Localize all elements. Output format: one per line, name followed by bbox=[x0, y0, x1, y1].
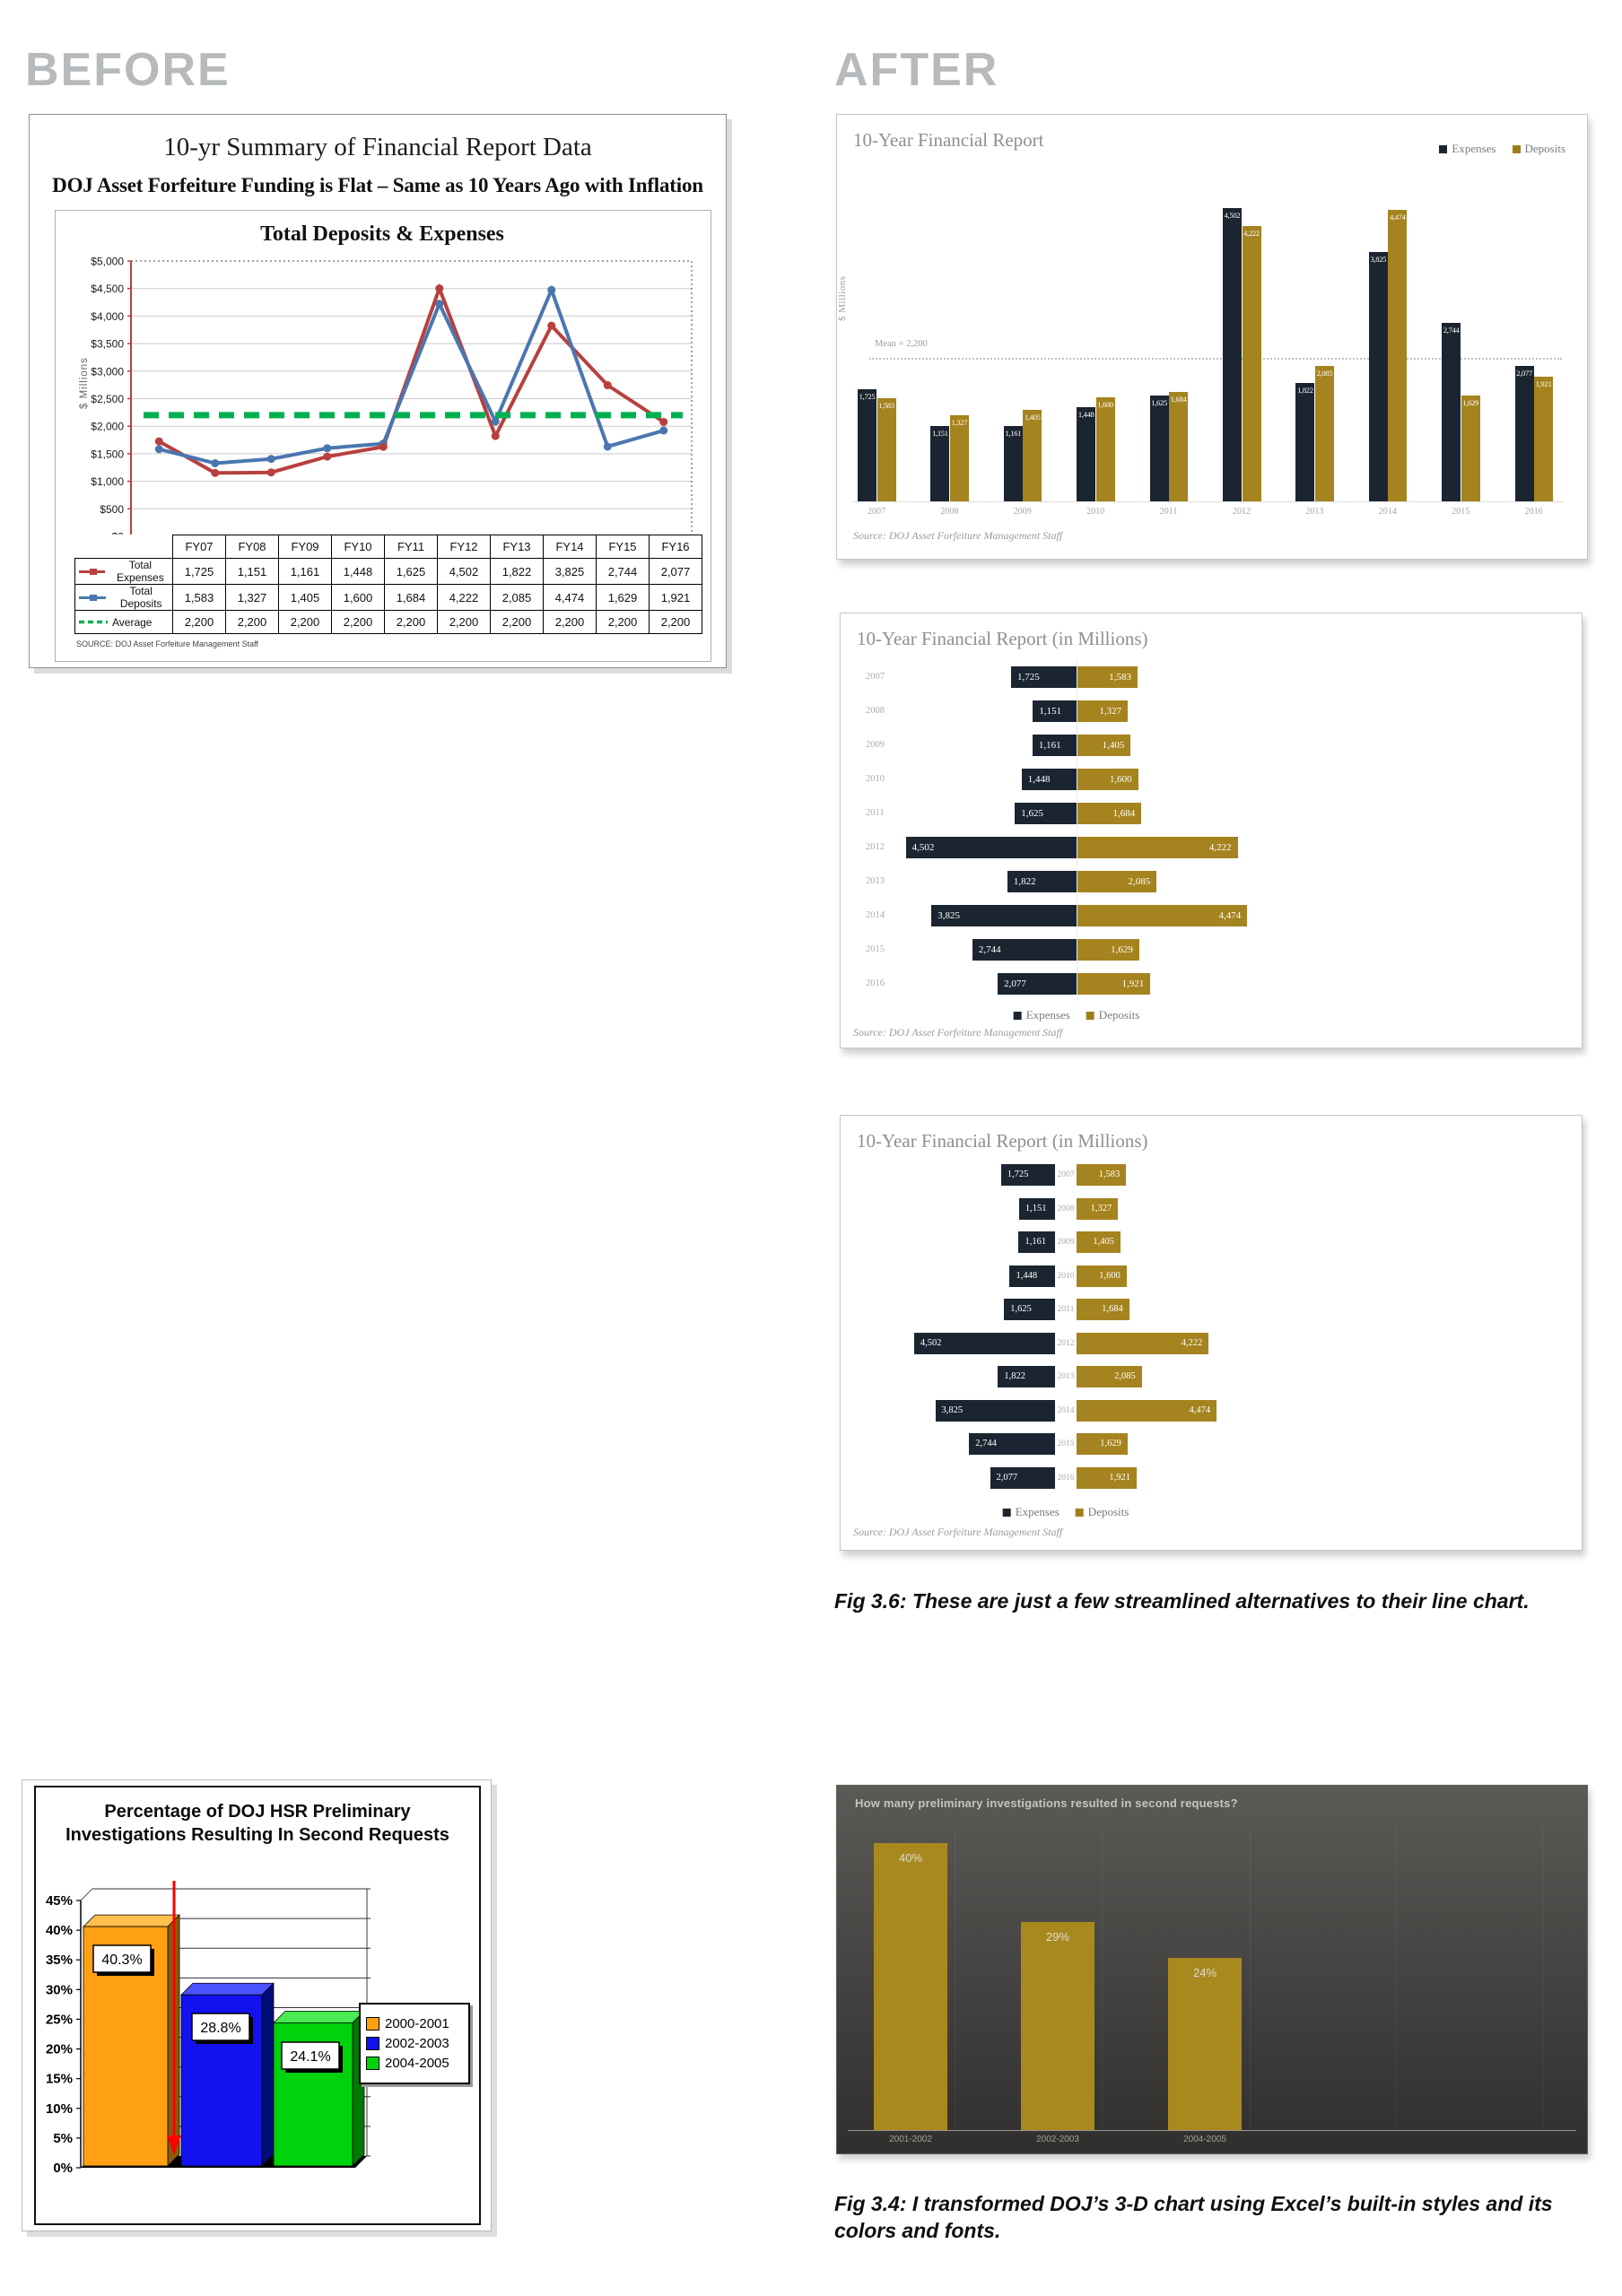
deposits-bar: 1,583 bbox=[1077, 1164, 1126, 1186]
year-label: 2009 bbox=[1057, 1238, 1075, 1247]
table-value-cell: 2,077 bbox=[650, 559, 702, 585]
blue-swatch-icon bbox=[366, 2037, 379, 2050]
bar-value-label: 1,629 bbox=[1462, 397, 1478, 407]
year-label: 2011 bbox=[866, 808, 885, 818]
source-note: Source: DOJ Asset Forfeiture Management Staff bbox=[853, 1026, 1063, 1039]
expenses-bar bbox=[1077, 407, 1095, 501]
y-tick-label: $500 bbox=[100, 502, 124, 516]
deposits-bar: 1,600 bbox=[1077, 1265, 1127, 1287]
bar-value-label: 1,161 bbox=[1005, 428, 1022, 438]
after-diverging-panel-2 bbox=[840, 1115, 1583, 1551]
year-label: 2012 bbox=[1057, 1338, 1075, 1348]
deposits-bar: 2,085 bbox=[1077, 871, 1156, 892]
table-header-cell: FY07 bbox=[173, 535, 226, 559]
mean-annotation: Mean = 2,200 bbox=[875, 339, 928, 349]
deposits-bar: 1,921 bbox=[1077, 973, 1150, 995]
bar-value-label: 24% bbox=[1192, 1966, 1217, 1979]
legend-label: Expenses bbox=[1025, 1008, 1070, 1022]
source-note: SOURCE: DOJ Asset Forfeiture Management Staff bbox=[76, 639, 258, 648]
legend-label: 2004-2005 bbox=[385, 2056, 449, 2071]
chart-title-line1: Percentage of DOJ HSR Preliminary bbox=[104, 1802, 411, 1822]
bar bbox=[874, 1843, 947, 2130]
table-header-cell: FY12 bbox=[438, 535, 491, 559]
chart-title-line2: Investigations Resulting In Second Requests bbox=[65, 1825, 449, 1845]
deposits-bar: 1,405 bbox=[1077, 1231, 1121, 1253]
table-value-cell: 2,200 bbox=[226, 611, 279, 634]
bars-area bbox=[837, 1786, 1587, 2153]
expenses-bar: 2,077 bbox=[998, 973, 1077, 995]
x-tick-label: 2004-2005 bbox=[1183, 2135, 1226, 2144]
x-tick-label: 2014 bbox=[1378, 507, 1397, 517]
before-line-chart-panel bbox=[29, 114, 727, 668]
before-3d-chart-panel bbox=[22, 1779, 492, 2231]
expenses-swatch-icon bbox=[1003, 1509, 1011, 1517]
legend-label: 2002-2003 bbox=[385, 2036, 449, 2051]
y-tick-label: 35% bbox=[45, 1952, 73, 1969]
deposits-bar: 1,629 bbox=[1077, 939, 1139, 961]
legend bbox=[359, 2003, 470, 2084]
deposits-bar bbox=[1096, 397, 1115, 501]
bar-value-label: 4,474 bbox=[1389, 213, 1406, 222]
y-tick-label: $3,500 bbox=[91, 337, 124, 351]
year-label: 2011 bbox=[1057, 1305, 1075, 1314]
table-row bbox=[75, 559, 702, 585]
line-chart-data-table bbox=[74, 535, 702, 634]
expenses-bar: 1,151 bbox=[1019, 1198, 1055, 1220]
expenses-bar: 3,825 bbox=[931, 905, 1077, 926]
y-tick-label: 0% bbox=[53, 2161, 73, 2176]
table-value-cell: 1,161 bbox=[279, 559, 332, 585]
y-tick-label: 5% bbox=[53, 2130, 73, 2146]
deposits-bar bbox=[1315, 366, 1334, 501]
year-label: 2012 bbox=[866, 842, 885, 852]
deposits-bar: 1,327 bbox=[1077, 1198, 1118, 1220]
bar bbox=[1021, 1922, 1094, 2130]
year-label: 2009 bbox=[866, 740, 885, 750]
bar-value-label: 40.3% bbox=[101, 1952, 143, 1968]
year-label: 2008 bbox=[1057, 1204, 1075, 1213]
legend-item bbox=[366, 2036, 463, 2051]
y-tick-label: 30% bbox=[45, 1982, 73, 1998]
bar-value-label: 1,822 bbox=[1297, 385, 1313, 395]
y-tick-label: $3,000 bbox=[91, 365, 124, 378]
table-value-cell: 2,200 bbox=[438, 611, 491, 634]
y-tick-label: 40% bbox=[45, 1923, 73, 1939]
expenses-bar bbox=[1223, 208, 1242, 501]
year-label: 2010 bbox=[866, 774, 885, 784]
bar-value-label: 40% bbox=[898, 1851, 923, 1865]
deposits-bar bbox=[1461, 396, 1480, 501]
line-chart-title: Total Deposits & Expenses bbox=[260, 222, 504, 246]
expenses-bar: 1,822 bbox=[998, 1366, 1055, 1387]
legend-key: Total Expenses bbox=[75, 559, 172, 584]
y-tick-label: 15% bbox=[45, 2071, 73, 2087]
expenses-bar: 1,625 bbox=[1004, 1299, 1055, 1320]
green-swatch-icon bbox=[366, 2057, 379, 2070]
figure-3-6-caption: Fig 3.6: These are just a few streamlined alternatives to their line chart. bbox=[834, 1589, 1530, 1613]
deposits-bar: 1,600 bbox=[1077, 769, 1138, 790]
after-diverging-panel-1 bbox=[840, 613, 1583, 1048]
x-tick-label: 2010 bbox=[1086, 507, 1105, 517]
legend-key: Total Deposits bbox=[75, 585, 172, 610]
bar-value-label: 1,151 bbox=[932, 429, 948, 439]
deposits-bar: 1,684 bbox=[1077, 803, 1141, 824]
expenses-bar: 2,744 bbox=[972, 939, 1077, 961]
bar-value-label: 2,744 bbox=[1443, 325, 1460, 335]
doc-title: 10-yr Summary of Financial Report Data bbox=[163, 133, 592, 161]
data-marker bbox=[155, 445, 163, 453]
legend-label: Deposits bbox=[1524, 142, 1565, 155]
before-heading: BEFORE bbox=[25, 44, 231, 96]
expenses-bar bbox=[1442, 323, 1461, 501]
table-value-cell: 2,085 bbox=[491, 585, 544, 611]
grid-vline bbox=[1396, 1827, 1397, 2130]
expenses-bar: 1,161 bbox=[1018, 1231, 1055, 1253]
data-marker bbox=[659, 427, 667, 435]
bar-value-label: 1,405 bbox=[1024, 412, 1041, 422]
table-value-cell: 2,200 bbox=[385, 611, 438, 634]
expenses-bar: 3,825 bbox=[936, 1400, 1055, 1422]
table-value-cell: 2,744 bbox=[597, 559, 650, 585]
deposits-bar bbox=[1169, 392, 1188, 501]
bar-value-label: 1,725 bbox=[859, 391, 876, 401]
chart-title: 10-Year Financial Report bbox=[853, 129, 1044, 151]
deposits-bar: 4,474 bbox=[1077, 905, 1247, 926]
expenses-bar: 1,161 bbox=[1033, 735, 1077, 756]
bar-top bbox=[274, 2011, 364, 2022]
year-label: 2007 bbox=[1057, 1170, 1075, 1179]
legend-label: Expenses bbox=[1015, 1505, 1060, 1518]
3d-bar-plot bbox=[39, 1874, 407, 2196]
table-header-cell: FY16 bbox=[650, 535, 702, 559]
year-label: 2007 bbox=[866, 672, 885, 682]
data-marker bbox=[604, 442, 612, 450]
y-axis-label: $ Millions bbox=[837, 275, 848, 321]
x-tick-label: 2008 bbox=[940, 507, 959, 517]
deposits-bar: 1,405 bbox=[1077, 735, 1130, 756]
x-tick-label: 2011 bbox=[1159, 507, 1178, 517]
bar bbox=[1168, 1958, 1242, 2130]
year-label: 2015 bbox=[1057, 1439, 1075, 1448]
y-tick-label: 20% bbox=[45, 2041, 73, 2057]
chart-border-frame bbox=[34, 1786, 481, 2225]
after-heading: AFTER bbox=[834, 44, 999, 96]
expenses-bar bbox=[1295, 383, 1314, 501]
table-value-cell: 4,222 bbox=[438, 585, 491, 611]
expenses-bar bbox=[1369, 252, 1388, 501]
x-tick-label: 2001-2002 bbox=[889, 2135, 932, 2144]
data-marker bbox=[211, 469, 219, 477]
table-value-cell: 1,327 bbox=[226, 585, 279, 611]
legend-label: Deposits bbox=[1098, 1008, 1140, 1022]
table-value-cell: 1,625 bbox=[385, 559, 438, 585]
data-marker bbox=[604, 381, 612, 389]
year-label: 2013 bbox=[1057, 1372, 1075, 1381]
data-marker bbox=[379, 443, 388, 451]
bar-value-label: 2,077 bbox=[1516, 369, 1532, 378]
legend-item-deposits bbox=[1076, 1505, 1129, 1519]
legend-label: Deposits bbox=[1087, 1505, 1129, 1518]
bar-value-label: 1,625 bbox=[1151, 398, 1167, 408]
figure-3-4-caption: Fig 3.4: I transformed DOJ’s 3-D chart using Excel’s built-in styles and its colors and fonts. bbox=[834, 2192, 1553, 2242]
bar-value-label: 29% bbox=[1045, 1930, 1070, 1944]
deposits-bar: 2,085 bbox=[1077, 1366, 1142, 1387]
year-label: 2008 bbox=[866, 706, 885, 716]
bar-value-label: 24.1% bbox=[290, 2049, 331, 2065]
table-header-cell: FY09 bbox=[279, 535, 332, 559]
table-header-cell: FY11 bbox=[385, 535, 438, 559]
y-tick-label: $2,500 bbox=[91, 393, 124, 405]
data-marker bbox=[435, 300, 443, 308]
legend-item-expenses bbox=[1003, 1505, 1060, 1519]
table-value-cell: 1,629 bbox=[597, 585, 650, 611]
after-dark-bar-panel bbox=[836, 1785, 1588, 2154]
y-tick-label: $5,000 bbox=[91, 257, 124, 268]
y-tick-label: $1,500 bbox=[91, 448, 124, 461]
data-marker bbox=[492, 417, 500, 425]
deposits-bar bbox=[1388, 210, 1407, 501]
y-axis-label: $ Millions bbox=[79, 357, 90, 409]
table-value-cell: 2,200 bbox=[173, 611, 226, 634]
bar-top bbox=[181, 1983, 274, 1995]
data-marker bbox=[323, 444, 331, 452]
bar-value-label: 1,448 bbox=[1077, 409, 1094, 419]
x-tick-label: 2016 bbox=[1524, 507, 1543, 517]
x-axis-line bbox=[848, 2130, 1576, 2131]
bars-area bbox=[841, 1116, 1582, 1550]
table-value-cell: 1,684 bbox=[385, 585, 438, 611]
bar-value-label: 3,825 bbox=[1370, 255, 1387, 265]
table-value-cell: 1,725 bbox=[173, 559, 226, 585]
source-note: Source: DOJ Asset Forfeiture Management Staff bbox=[853, 529, 1063, 542]
expenses-bar: 4,502 bbox=[914, 1333, 1055, 1354]
chart-title: 10-Year Financial Report (in Millions) bbox=[857, 1130, 1148, 1152]
deposits-bar bbox=[950, 415, 969, 501]
expenses-bar: 1,448 bbox=[1009, 1265, 1055, 1287]
deposits-bar: 1,684 bbox=[1077, 1299, 1129, 1320]
y-tick-label: 25% bbox=[45, 2012, 73, 2028]
table-value-cell: 2,200 bbox=[597, 611, 650, 634]
grid-vline bbox=[1542, 1827, 1543, 2130]
expenses-swatch-icon bbox=[1014, 1012, 1022, 1020]
deposits-bar: 4,474 bbox=[1077, 1400, 1216, 1422]
bar-value-label: 1,600 bbox=[1097, 399, 1113, 409]
expenses-bar: 1,625 bbox=[1015, 803, 1077, 824]
table-header-cell: FY15 bbox=[597, 535, 650, 559]
deposits-bar: 1,629 bbox=[1077, 1433, 1128, 1455]
legend-label: Expenses bbox=[1452, 142, 1496, 155]
table-value-cell: 3,825 bbox=[544, 559, 597, 585]
data-marker bbox=[547, 286, 555, 294]
x-tick-label: 2015 bbox=[1452, 507, 1470, 517]
deposits-swatch-icon bbox=[1086, 1012, 1094, 1020]
deposits-bar bbox=[1023, 410, 1042, 501]
table-header-cell: FY10 bbox=[332, 535, 385, 559]
expenses-bar bbox=[1004, 426, 1023, 501]
after-grouped-bar-panel bbox=[836, 114, 1588, 560]
legend-item bbox=[366, 2016, 463, 2031]
year-label: 2016 bbox=[1057, 1473, 1075, 1483]
bar-top bbox=[83, 1915, 179, 1926]
deposits-bar: 4,222 bbox=[1077, 1333, 1208, 1354]
grid-vline bbox=[1102, 1827, 1103, 2130]
data-marker bbox=[155, 438, 163, 446]
legend-item-expenses bbox=[1014, 1008, 1070, 1022]
y-tick-label: $2,000 bbox=[91, 420, 124, 433]
bars-area bbox=[837, 115, 1587, 559]
table-row bbox=[75, 611, 702, 634]
table-value-cell: 2,200 bbox=[544, 611, 597, 634]
legend-item-deposits bbox=[1086, 1008, 1140, 1022]
bar-value-label: 1,327 bbox=[951, 417, 968, 427]
year-label: 2014 bbox=[1057, 1405, 1075, 1415]
x-tick-label: 2009 bbox=[1013, 507, 1032, 517]
y-tick-label: 10% bbox=[45, 2100, 73, 2117]
legend-item bbox=[366, 2056, 463, 2071]
data-marker bbox=[492, 432, 500, 440]
table-value-cell: 1,405 bbox=[279, 585, 332, 611]
x-tick-label: 2012 bbox=[1233, 507, 1251, 517]
y-tick-label: $1,000 bbox=[91, 475, 124, 489]
data-marker bbox=[323, 453, 331, 461]
data-marker bbox=[659, 418, 667, 426]
chart-title: 10-Year Financial Report (in Millions) bbox=[857, 628, 1148, 649]
bar-value-label: 4,222 bbox=[1243, 229, 1260, 239]
expenses-bar: 2,744 bbox=[969, 1433, 1055, 1455]
doc-headline: DOJ Asset Forfeiture Funding is Flat – Same as 10 Years Ago with Inflation bbox=[52, 174, 703, 196]
deposits-bar: 1,921 bbox=[1077, 1467, 1137, 1489]
bar-value-label: 1,921 bbox=[1535, 378, 1552, 388]
year-label: 2014 bbox=[866, 910, 885, 920]
legend-key: Average bbox=[112, 615, 153, 629]
y-tick-label: 45% bbox=[45, 1893, 73, 1909]
year-label: 2013 bbox=[866, 876, 885, 886]
table-value-cell: 1,600 bbox=[332, 585, 385, 611]
legend bbox=[1003, 1505, 1129, 1519]
data-marker bbox=[267, 468, 275, 476]
data-marker bbox=[211, 459, 219, 467]
expenses-bar: 2,077 bbox=[990, 1467, 1055, 1489]
expenses-bar: 1,448 bbox=[1022, 769, 1077, 790]
x-tick-label: 2002-2003 bbox=[1036, 2135, 1079, 2144]
orange-swatch-icon bbox=[366, 2017, 379, 2031]
source-note: Source: DOJ Asset Forfeiture Management Staff bbox=[853, 1526, 1063, 1538]
bar-value-label: 4,502 bbox=[1224, 211, 1241, 221]
deposits-bar bbox=[1534, 377, 1553, 501]
table-value-cell: 4,474 bbox=[544, 585, 597, 611]
y-tick-label: $4,000 bbox=[91, 309, 124, 323]
expenses-bar: 1,725 bbox=[1011, 666, 1077, 688]
table-header-cell: FY14 bbox=[544, 535, 597, 559]
expenses-bar bbox=[930, 426, 949, 501]
table-value-cell: 1,448 bbox=[332, 559, 385, 585]
bar-value-label: 2,085 bbox=[1316, 368, 1333, 378]
table-value-cell: 2,200 bbox=[279, 611, 332, 634]
data-marker bbox=[267, 455, 275, 463]
table-value-cell: 1,921 bbox=[650, 585, 702, 611]
deposits-bar: 4,222 bbox=[1077, 837, 1238, 858]
year-label: 2016 bbox=[866, 978, 885, 988]
bar-value-label: 28.8% bbox=[200, 2021, 241, 2036]
legend-label: 2000-2001 bbox=[385, 2016, 449, 2031]
bar-value-label: 1,583 bbox=[878, 401, 894, 411]
grid-vline bbox=[1250, 1827, 1251, 2130]
table-value-cell: 1,822 bbox=[491, 559, 544, 585]
data-marker bbox=[547, 322, 555, 330]
deposits-swatch-icon bbox=[1076, 1509, 1084, 1517]
deposits-bar bbox=[1243, 226, 1261, 501]
x-tick-label: 2007 bbox=[868, 507, 885, 517]
data-marker bbox=[435, 284, 443, 292]
bars-area bbox=[841, 613, 1582, 1048]
legend bbox=[1014, 1008, 1140, 1022]
x-tick-label: 2013 bbox=[1305, 507, 1324, 517]
table-value-cell: 4,502 bbox=[438, 559, 491, 585]
expenses-bar: 1,151 bbox=[1033, 700, 1077, 722]
bar-value-label: 1,684 bbox=[1170, 394, 1187, 404]
expenses-bar bbox=[1150, 396, 1169, 501]
table-row bbox=[75, 585, 702, 611]
deposits-bar: 1,327 bbox=[1077, 700, 1128, 722]
expenses-bar: 4,502 bbox=[906, 837, 1077, 858]
chart-title: How many preliminary investigations resulted in second requests? bbox=[855, 1796, 1238, 1810]
expenses-bar: 1,822 bbox=[1007, 871, 1077, 892]
table-value-cell: 2,200 bbox=[650, 611, 702, 634]
table-header-cell: FY08 bbox=[226, 535, 279, 559]
year-label: 2010 bbox=[1057, 1271, 1075, 1281]
y-tick-label: $4,500 bbox=[91, 283, 124, 296]
table-header-cell: FY13 bbox=[491, 535, 544, 559]
deposits-bar: 1,583 bbox=[1077, 666, 1138, 688]
bar-side bbox=[262, 1983, 274, 2166]
expenses-bar: 1,725 bbox=[1001, 1164, 1055, 1186]
table-value-cell: 1,151 bbox=[226, 559, 279, 585]
table-value-cell: 2,200 bbox=[491, 611, 544, 634]
deposits-bar bbox=[877, 398, 896, 501]
table-value-cell: 1,583 bbox=[173, 585, 226, 611]
year-label: 2015 bbox=[866, 944, 885, 954]
table-value-cell: 2,200 bbox=[332, 611, 385, 634]
line-chart-plot bbox=[74, 257, 702, 542]
